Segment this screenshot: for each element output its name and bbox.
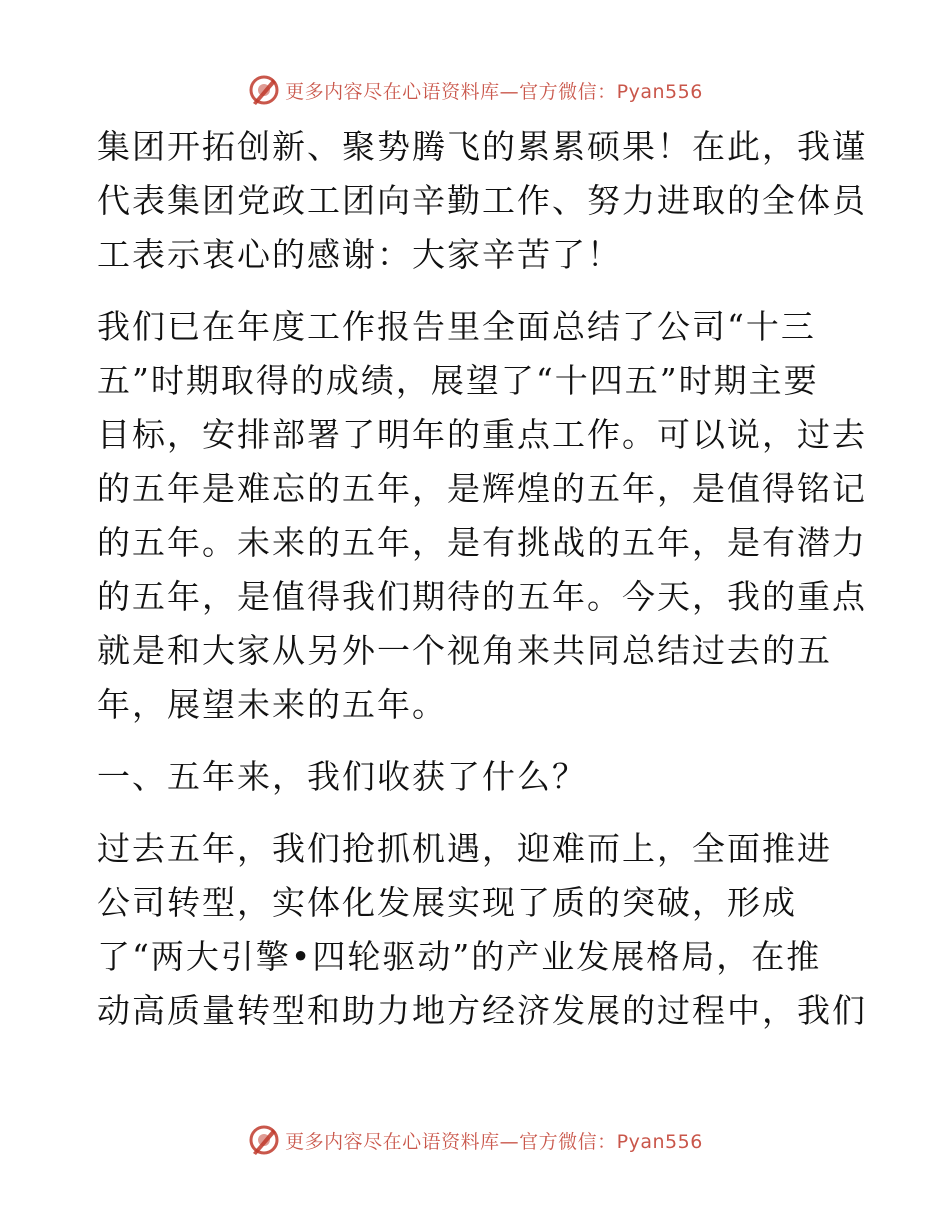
text-line: 集团开拓创新、聚势腾飞的累累硕果！在此，我谨 (97, 127, 867, 166)
watermark-text: 更多内容尽在心语资料库—官方微信：Pyan556 (285, 1130, 703, 1153)
heading-line: 一、五年来，我们收获了什么？ (97, 757, 587, 796)
text-line: 代表集团党政工团向辛勤工作、努力进取的全体员 (97, 181, 867, 220)
text-line: 就是和大家从另外一个视角来共同总结过去的五 (97, 631, 832, 670)
text-line: 的五年是难忘的五年，是辉煌的五年，是值得铭记 (97, 469, 867, 508)
text-line: 目标，安排部署了明年的重点工作。可以说，过去 (97, 415, 867, 454)
paragraph-thanks (97, 120, 867, 282)
text-line: 五”时期取得的成绩，展望了“十四五”时期主要 (97, 361, 819, 400)
footer-watermark (0, 1120, 950, 1160)
watermark-text: 更多内容尽在心语资料库—官方微信：Pyan556 (285, 80, 703, 103)
text-line: 年，展望未来的五年。 (97, 685, 447, 724)
text-line: 过去五年，我们抢抓机遇，迎难而上，全面推进 (97, 829, 832, 868)
paragraph-past-five-years (97, 822, 867, 1038)
document-body (97, 120, 867, 1038)
text-line: 的五年。未来的五年，是有挑战的五年，是有潜力 (97, 523, 867, 562)
text-line: 了“两大引擎•四轮驱动”的产业发展格局，在推 (97, 937, 822, 976)
text-line: 动高质量转型和助力地方经济发展的过程中，我们 (97, 991, 867, 1030)
text-line: 公司转型，实体化发展实现了质的突破，形成 (97, 883, 797, 922)
text-line: 工表示衷心的感谢：大家辛苦了！ (97, 235, 622, 274)
section-heading (97, 750, 857, 804)
paragraph-review (97, 300, 867, 732)
quill-logo-icon (247, 1123, 281, 1157)
header-watermark (0, 70, 950, 110)
text-line: 的五年，是值得我们期待的五年。今天，我的重点 (97, 577, 867, 616)
text-line: 我们已在年度工作报告里全面总结了公司“十三 (97, 307, 816, 346)
quill-logo-icon (247, 73, 281, 107)
